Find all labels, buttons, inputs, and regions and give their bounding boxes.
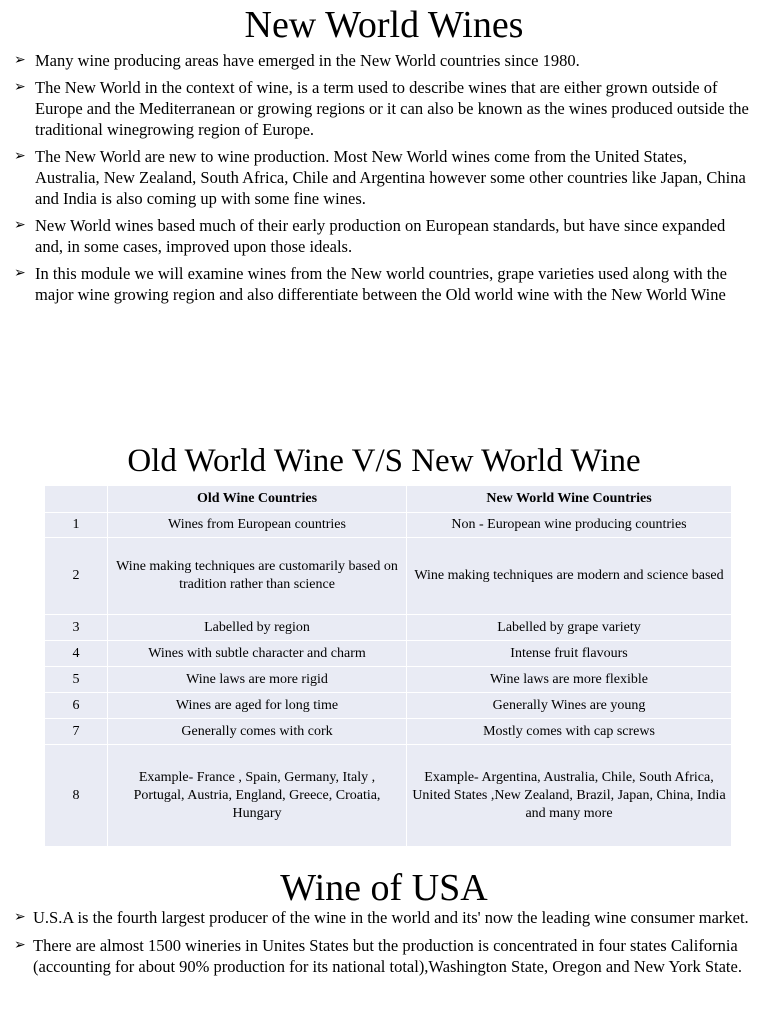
usa-section-title: Wine of USA (280, 867, 488, 909)
row-number: 1 (45, 513, 108, 538)
new-world-cell: Generally Wines are young (407, 693, 732, 719)
arrow-bullet-icon: ➢ (14, 217, 26, 233)
new-world-cell: Non - European wine producing countries (407, 513, 732, 538)
bullet-item (14, 50, 754, 71)
usa-bullet-list (14, 907, 754, 984)
bullet-text: U.S.A is the fourth largest producer of the wine in the world and its' now the leading wine consumer market. (33, 908, 749, 927)
table-row (45, 693, 732, 719)
row-number: 5 (45, 667, 108, 693)
header-cell-new-world: New World Wine Countries (407, 486, 732, 513)
page-title: New World Wines (244, 4, 524, 46)
bullet-item (14, 77, 754, 140)
header-cell-old-world: Old Wine Countries (108, 486, 407, 513)
bullet-text: Many wine producing areas have emerged in the New World countries since 1980. (35, 51, 580, 70)
comparison-table (44, 485, 732, 847)
arrow-bullet-icon: ➢ (14, 265, 26, 281)
new-world-bullet-list (14, 50, 754, 311)
new-world-cell: Labelled by grape variety (407, 615, 732, 641)
bullet-item (14, 146, 754, 209)
bullet-text: The New World in the context of wine, is a term used to describe wines that are either grown outside of Europe and the Mediterranean or growing regions or it can also be known as the wines produced outside the traditional winegrowing region of Europe. (35, 78, 749, 139)
arrow-bullet-icon: ➢ (14, 52, 26, 68)
row-number: 3 (45, 615, 108, 641)
bullet-item (14, 215, 754, 257)
row-number: 4 (45, 641, 108, 667)
bullet-text: The New World are new to wine production. Most New World wines come from the United States, Australia, New Zealand, South Africa, Chile and Argentina however some other countries like Japan, China and India is also coming up with some fine wines. (35, 147, 746, 208)
arrow-bullet-icon: ➢ (14, 937, 26, 953)
new-world-cell: Example- Argentina, Australia, Chile, South Africa, United States ,New Zealand, Brazil, Japan, China, India and many more (407, 745, 732, 847)
bullet-item (14, 907, 754, 928)
old-world-cell: Wines from European countries (108, 513, 407, 538)
old-world-cell: Generally comes with cork (108, 719, 407, 745)
table-header-row (45, 486, 732, 513)
table-row (45, 745, 732, 847)
table-row (45, 667, 732, 693)
table-row (45, 641, 732, 667)
old-world-cell: Wine making techniques are customarily based on tradition rather than science (108, 538, 407, 615)
arrow-bullet-icon: ➢ (14, 148, 26, 164)
old-world-cell: Wines are aged for long time (108, 693, 407, 719)
row-number: 7 (45, 719, 108, 745)
table-row (45, 615, 732, 641)
comparison-title: Old World Wine V/S New World Wine (127, 443, 641, 479)
new-world-cell: Mostly comes with cap screws (407, 719, 732, 745)
old-world-cell: Wine laws are more rigid (108, 667, 407, 693)
bullet-item (14, 263, 754, 305)
arrow-bullet-icon: ➢ (14, 79, 26, 95)
new-world-cell: Wine laws are more flexible (407, 667, 732, 693)
bullet-text: There are almost 1500 wineries in Unites States but the production is concentrated in four states California (accounting for about 90% production for its national total),Washington State, Oregon and New York State. (33, 936, 742, 976)
new-world-cell: Wine making techniques are modern and science based (407, 538, 732, 615)
arrow-bullet-icon: ➢ (14, 909, 26, 925)
row-number: 8 (45, 745, 108, 847)
old-world-cell: Wines with subtle character and charm (108, 641, 407, 667)
header-cell-number (45, 486, 108, 513)
table-row (45, 538, 732, 615)
bullet-item (14, 935, 754, 977)
row-number: 2 (45, 538, 108, 615)
old-world-cell: Example- France , Spain, Germany, Italy , Portugal, Austria, England, Greece, Croatia, Hungary (108, 745, 407, 847)
old-world-cell: Labelled by region (108, 615, 407, 641)
bullet-text: New World wines based much of their early production on European standards, but have since expanded and, in some cases, improved upon those ideals. (35, 216, 726, 256)
table-row (45, 719, 732, 745)
row-number: 6 (45, 693, 108, 719)
new-world-cell: Intense fruit flavours (407, 641, 732, 667)
table-row (45, 513, 732, 538)
bullet-text: In this module we will examine wines from the New world countries, grape varieties used along with the major wine growing region and also differentiate between the Old world wine with the New World Wine (35, 264, 727, 304)
